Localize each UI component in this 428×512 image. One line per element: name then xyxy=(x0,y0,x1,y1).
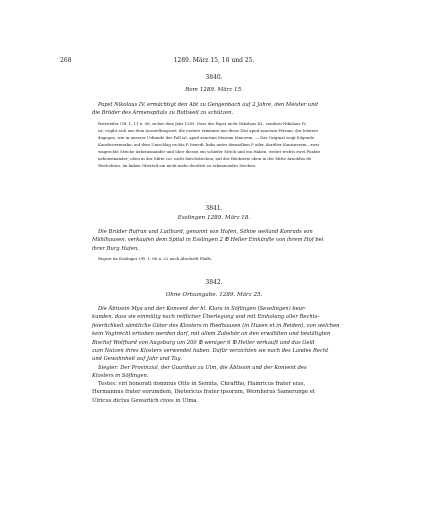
page-header xyxy=(60,57,368,67)
entry-witnesses: Testes: viri honorati dominus Otto in Semita, Chraftho, Hainricus frater eius, Hermannus frater eorumdem, Dietericus frater ipsorum, Wernherus Samerunge et Ulricus dictus Gewarlich cives in Ulma. xyxy=(92,381,315,404)
entry-place-date: Esslingen 1289. März 18. xyxy=(177,215,251,221)
entry-note: Rottweiler UB. 1, 11 n. 96, sicher dem Jahr 1289. Dass der Papst nicht Nikolaus III., sondern Nikolaus IV. ist, ergibt sich aus dem Ausstellungsort; die erstere erkannte nur diese Zeit apud sanctum Petrum, der letztere dagegen, wie in unserer Urkunde der Fall ist, apud sanctam Mariam Maiorem. — Das Original zeigt folgende Kanzleivermerke: auf dem Umschlag rechts P. benedi, links unter demselben P oder, darüber Kontraverm., zwei wagrechte Striche nebeneinander und über diesen ein schiefer Strich und ein Haken, weiter rechts zwei Punkte nebeneinander; oben in der Mitte coi. nicht durchstrichen; auf der Rückseite oben in der Mitte Arnoldus de Wecholtein, im linken Oberteil ein nicht mehr deutlich zu erkennendes Zeichen. xyxy=(98,121,321,168)
entry-place-date: Rom 1289. März 15. xyxy=(185,87,243,93)
entry-place-date: Ohne Ortsangabe. 1289. März 25. xyxy=(165,292,263,298)
entry-regest: Die Brüder Rufran und Luithard, genannt von Hafen, Söhne weiland Konrads von Mühlhausen, verkaufen dem Spital in Esslingen 2 ℔ Heller Einkünfte von ihrem Hof bei ihrer Burg Hafen. xyxy=(92,229,324,252)
entry-note: Regest im Esslinger UB. 1, 86 n. 22 nach Abschrift Pfaffs. xyxy=(98,256,213,261)
running-title: 1289. März 15, 18 und 25. xyxy=(173,57,255,64)
entry-regest: Papst Nikolaus IV. ermächtigt den Abt zu Gengenbach auf 2 Jahre, den Meister und die Brüder des Armenspitals zu Rottweil zu schützen. xyxy=(92,102,318,117)
entry-number: 3840. xyxy=(205,74,223,81)
page-number: 268 xyxy=(60,57,72,64)
entry-number: 3842. xyxy=(205,279,223,286)
entry-regest: Die Äbtissin Mya und der Konvent der hl. Klara in Söflingen (Sevelingen) beur- kunden, dass sie einmütig nach reiflicher Überlegung und mit Einholung aller Rechts- feierlichkeit sämtliche Güter des Klosters in Riedhausen (in Husen et in Reiden), von welchen kein Vogtrecht erhoben werden darf, mit allem Zubehör an den erwählten und bestätigten Bischof Wolfhard von Augsburg um 200 ℔ weniger 6 ℔ Heller verkauft und das Geld zum Nutzen ihres Klosters verwendet haben. Dafür verzichten sie nach des Landes Recht und Gewohnheit auf Jahr und Tag. Siegler: Der Provinzial, der Guardian zu Ulm, die Äbtissin und der Konvent des Klosters in Söflingen. xyxy=(92,306,340,380)
entry-number: 3841. xyxy=(205,205,223,212)
